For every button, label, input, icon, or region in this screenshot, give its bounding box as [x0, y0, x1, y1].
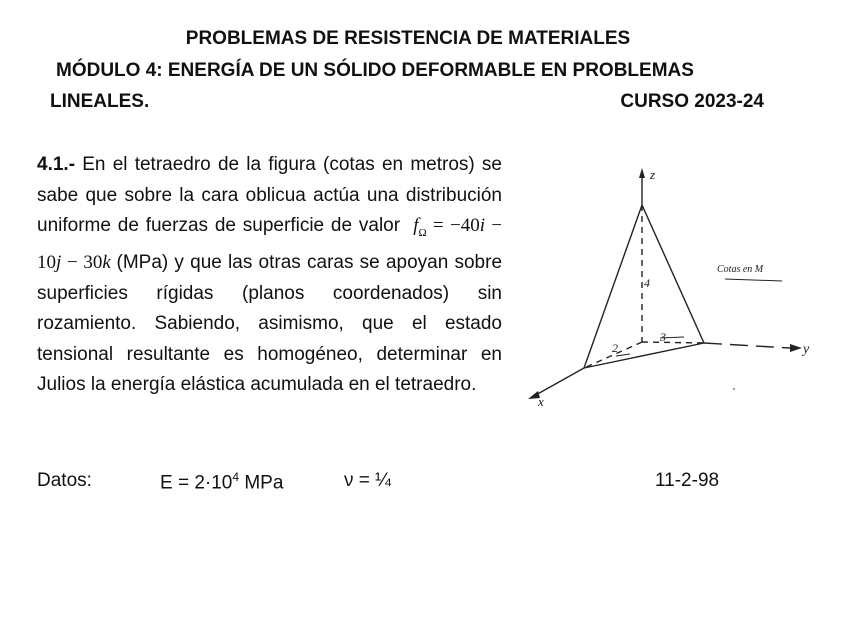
dim-line-x: [616, 354, 630, 356]
axis-x-label: x: [538, 394, 544, 409]
young-modulus-unit: MPa: [244, 472, 284, 494]
young-modulus-prefix: E = 2·10: [160, 472, 233, 494]
unit-vector-i: i: [479, 215, 485, 236]
problem-statement: [37, 150, 502, 401]
y-axis-line: [704, 343, 790, 348]
unit-vector-j: j: [56, 252, 62, 274]
dim-height-label: 4: [644, 276, 650, 290]
poisson-ratio: ν = ¼: [344, 470, 391, 491]
dim-y-label: 3: [660, 330, 666, 344]
y-axis-arrow: [790, 344, 802, 352]
figure-note: Cotas en M: [717, 264, 764, 275]
page-title-line3: LINEALES.: [50, 91, 150, 112]
axis-y-label: y: [803, 342, 810, 357]
eq-part-3: − 30: [66, 252, 103, 274]
problem-date: 11-2-98: [655, 470, 720, 491]
young-modulus: [160, 470, 283, 494]
note-underline: [725, 279, 782, 281]
problem-text-rest: (MPa) y que las otras caras se apoyan sobre superficies rígidas (planos coordenados) sin rozamiento. Sabiendo, asimismo, que el estado tensional resultante es homogéneo, determinar en Julios la energía elástica acumulada en el tetraedro.: [37, 252, 503, 396]
page-title-line2: MÓDULO 4: ENERGÍA DE UN SÓLIDO DEFORMABLE EN PROBLEMAS: [56, 60, 694, 81]
eq-part-2: − 10: [37, 215, 502, 274]
dim-x-label: 2: [612, 341, 618, 355]
hidden-edge-y: [642, 342, 704, 343]
axis-z-label: z: [650, 167, 656, 182]
problem-text-intro: En el tetraedro de la figura (cotas en metros) se sabe que sobre la cara oblicua actúa una distribución uniforme de fuerzas de superficie de valor: [37, 154, 502, 236]
force-subscript: Ω: [418, 226, 427, 239]
edge-apex-b: [642, 205, 704, 343]
edge-base: [584, 343, 704, 368]
course-label: CURSO 2023-24: [620, 91, 764, 112]
young-modulus-exponent: 4: [232, 470, 240, 484]
page-title-line1: PROBLEMAS DE RESISTENCIA DE MATERIALES: [185, 28, 631, 49]
unit-vector-k: k: [102, 252, 111, 274]
problem-number: 4.1.-: [37, 154, 76, 175]
x-axis-line: [534, 368, 584, 396]
eq-part-1: = −40: [432, 215, 480, 236]
tetrahedron-figure: [520, 160, 820, 410]
stray-dot: [733, 388, 735, 390]
force-symbol: f: [413, 215, 419, 236]
datos-label: Datos:: [37, 470, 92, 491]
z-axis-arrow: [639, 168, 645, 178]
